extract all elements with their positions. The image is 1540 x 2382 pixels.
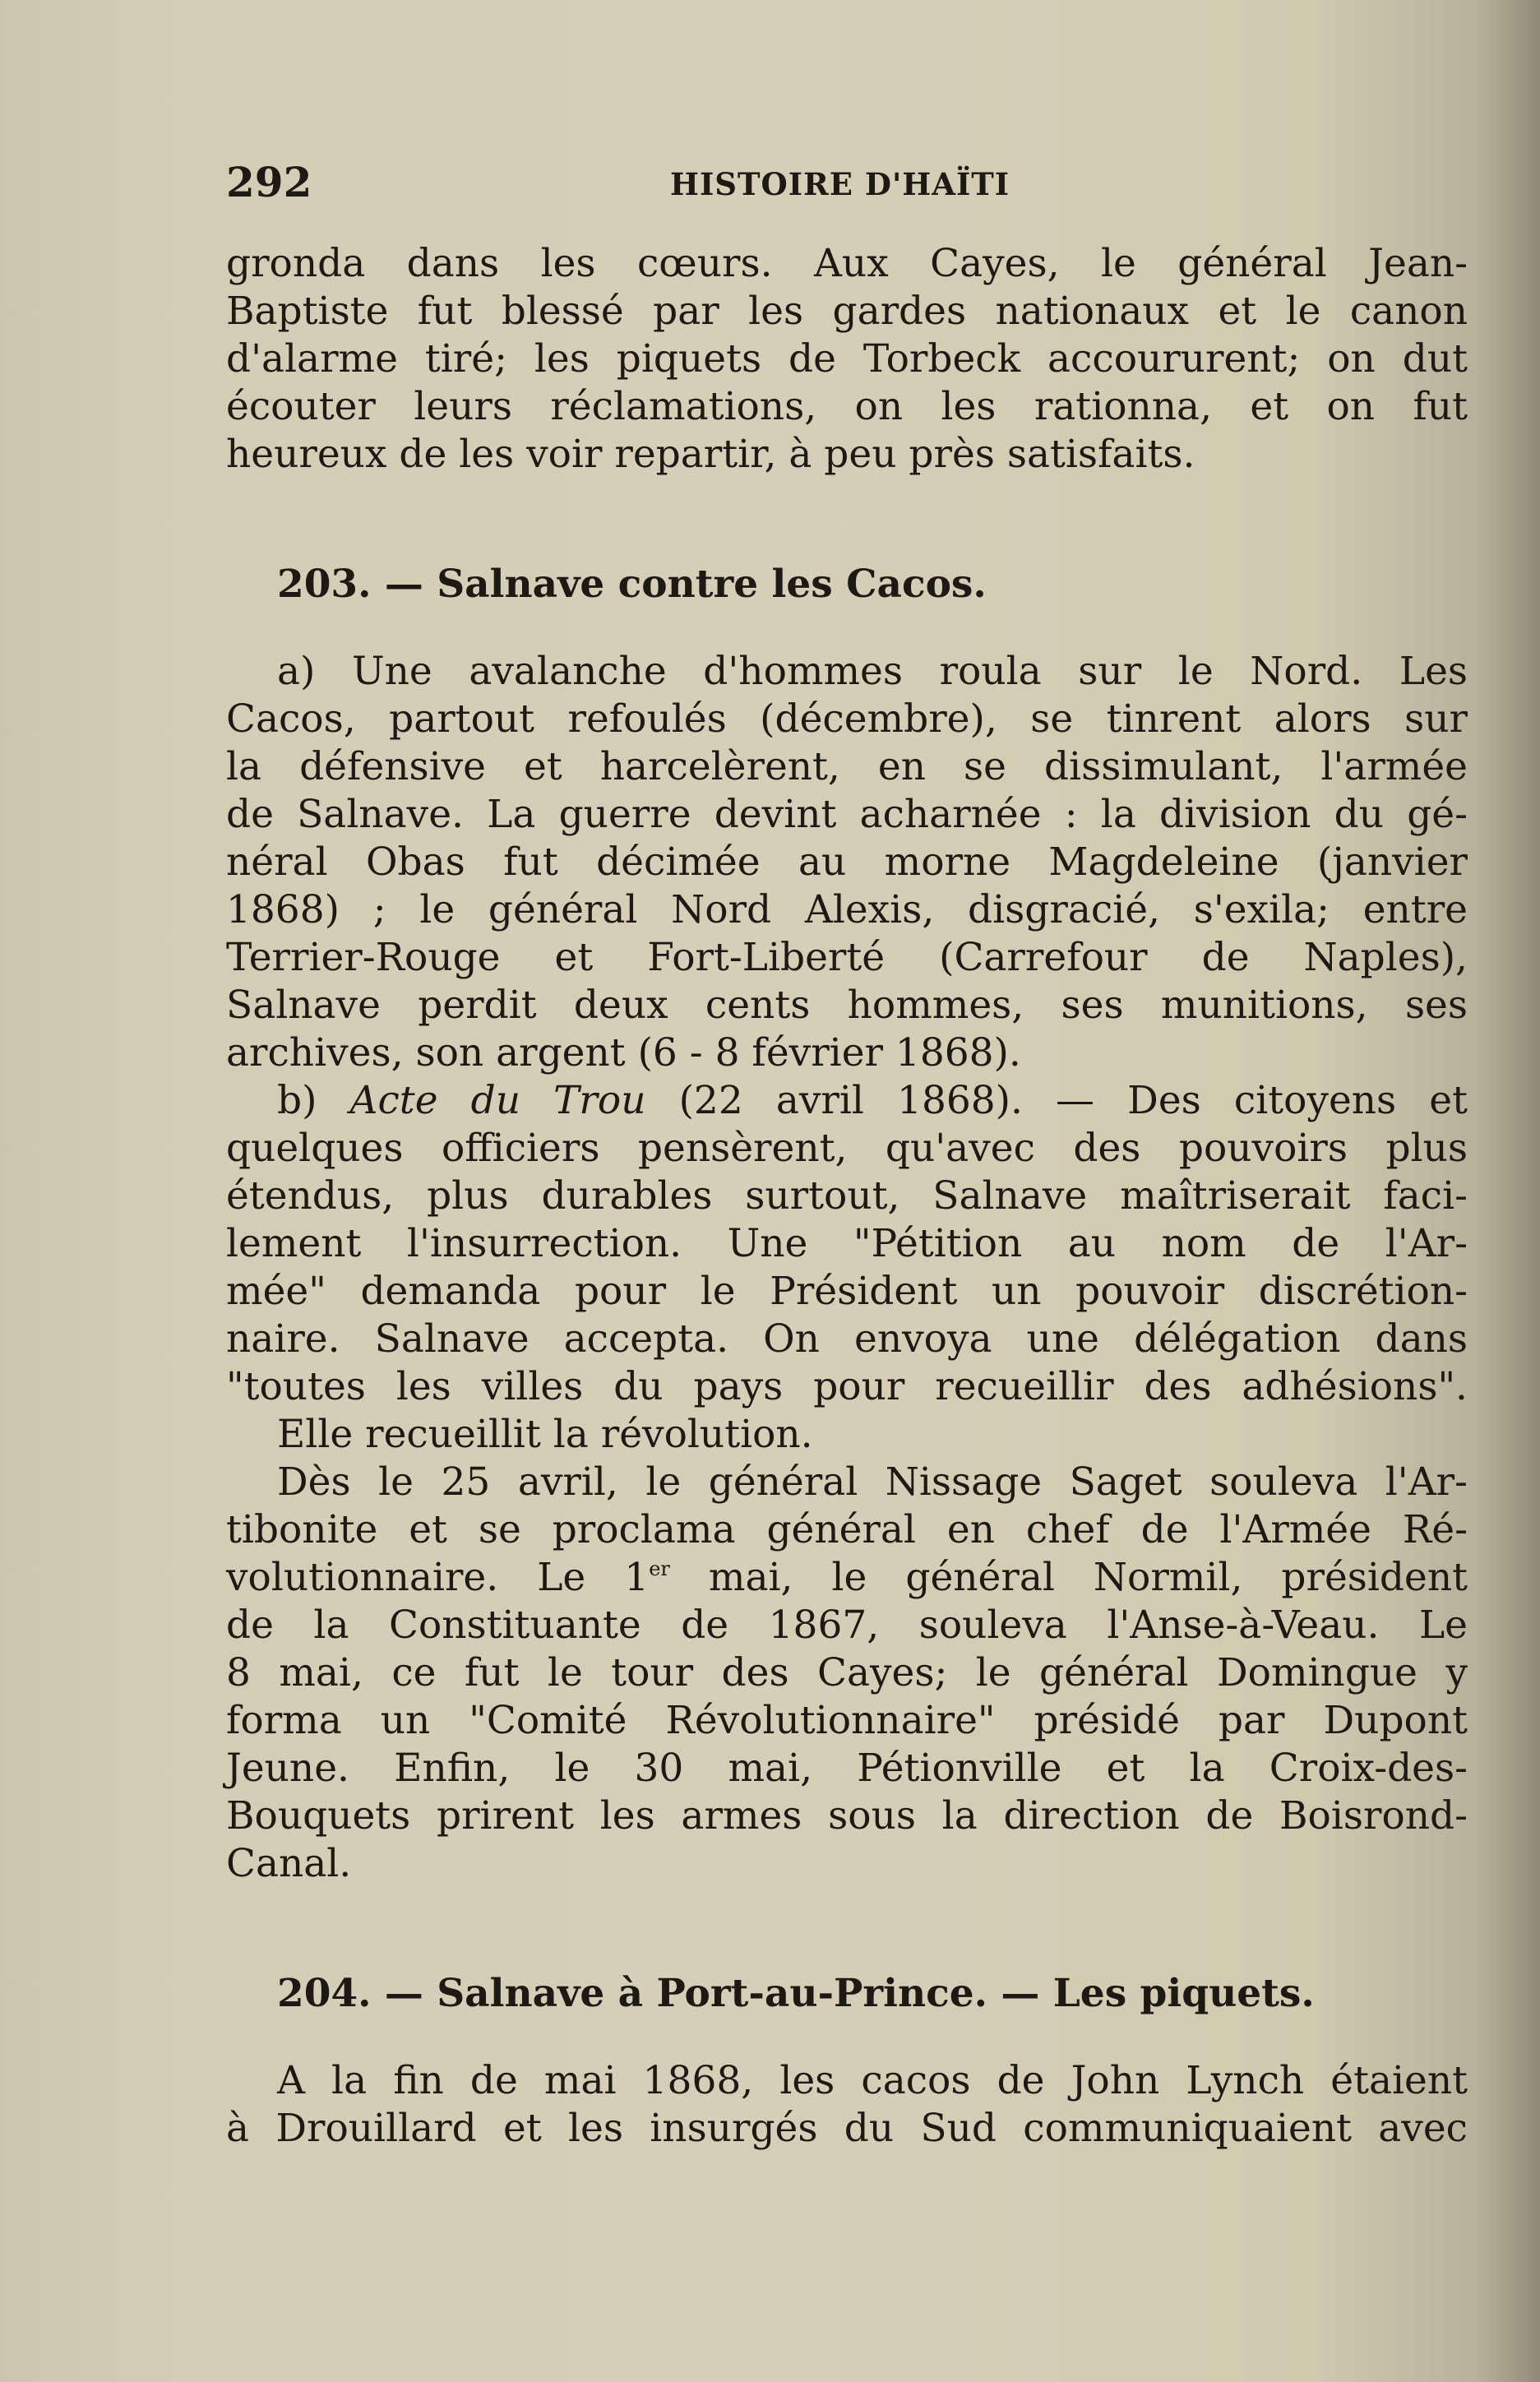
text-line: mée" demanda pour le Président un pouvoir discrétion- xyxy=(226,1269,1468,1314)
text-fragment: mai, le général Normil, président xyxy=(669,1555,1468,1600)
section-204-paragraph xyxy=(226,2057,1468,2153)
text-line: néral Obas fut décimée au morne Magdeleine (janvier xyxy=(226,839,1468,885)
text-line: Bouquets prirent les armes sous la direction de Boisrond- xyxy=(226,1793,1468,1839)
text-line: heureux de les voir repartir, à peu près satisfaits. xyxy=(226,432,1195,477)
running-title: HISTOIRE D'HAÏTI xyxy=(670,166,1010,202)
text-line: quelques officiers pensèrent, qu'avec des pouvoirs plus xyxy=(226,1126,1468,1171)
superscript: er xyxy=(649,1557,670,1580)
text-line: Salnave perdit deux cents hommes, ses munitions, ses xyxy=(226,983,1468,1028)
text-line: Baptiste fut blessé par les gardes nationaux et le canon xyxy=(226,289,1468,334)
text-line: Elle recueillit la révolution. xyxy=(277,1412,813,1457)
text-line: tibonite et se proclama général en chef de l'Armée Ré- xyxy=(226,1507,1468,1552)
text-line: étendus, plus durables surtout, Salnave maîtriserait faci- xyxy=(226,1173,1468,1219)
paragraph-a xyxy=(226,648,1468,1077)
text-line: écouter leurs réclamations, on les rationna, et on fut xyxy=(226,384,1468,429)
page-number: 292 xyxy=(226,158,312,206)
text-line xyxy=(226,1077,1468,1125)
text-line: 8 mai, ce fut le tour des Cayes; le général Domingue y xyxy=(226,1650,1468,1695)
text-line: Dès le 25 avril, le général Nissage Saget souleva l'Ar- xyxy=(277,1459,1468,1505)
text-line: gronda dans les cœurs. Aux Cayes, le général Jean- xyxy=(226,241,1468,286)
text-line xyxy=(226,1554,1468,1602)
text-line: la défensive et harcelèrent, en se dissimulant, l'armée xyxy=(226,744,1468,789)
para-b-label: b) xyxy=(277,1078,317,1123)
section-heading-204: 204. — Salnave à Port-au-Prince. — Les piquets. xyxy=(277,1971,1315,2016)
text-line: a) Une avalanche d'hommes roula sur le Nord. Les xyxy=(277,649,1468,694)
text-line: archives, son argent (6 - 8 février 1868). xyxy=(226,1030,1021,1075)
text-line: de Salnave. La guerre devint acharnée : la division du gé- xyxy=(226,792,1468,837)
acte-du-trou-title: Acte du Trou xyxy=(349,1078,646,1123)
para-b-first-rest: (22 avril 1868). — Des citoyens et xyxy=(678,1078,1468,1123)
text-line: Terrier-Rouge et Fort-Liberté (Carrefour de Naples), xyxy=(226,935,1468,980)
text-line: Cacos, partout refoulés (décembre), se tinrent alors sur xyxy=(226,696,1468,742)
text-line: Jeune. Enfin, le 30 mai, Pétionville et la Croix-des- xyxy=(226,1746,1468,1791)
text-line: naire. Salnave accepta. On envoya une délégation dans xyxy=(226,1316,1468,1362)
text-line: "toutes les villes du pays pour recueillir des adhésions". xyxy=(226,1364,1468,1409)
paragraph-d xyxy=(226,1459,1468,1888)
text-line: forma un "Comité Révolutionnaire" présidé par Dupont xyxy=(226,1698,1468,1743)
text-line: 1868) ; le général Nord Alexis, disgracié, s'exila; entre xyxy=(226,887,1468,932)
text-line: d'alarme tiré; les piquets de Torbeck accoururent; on dut xyxy=(226,336,1468,382)
paragraph-b xyxy=(226,1077,1468,1459)
intro-paragraph xyxy=(226,240,1468,479)
page-header xyxy=(226,148,1468,214)
page-content xyxy=(226,148,1468,2153)
section-heading-203: 203. — Salnave contre les Cacos. xyxy=(277,562,987,607)
text-line: A la fin de mai 1868, les cacos de John Lynch étaient xyxy=(277,2058,1468,2103)
text-fragment: volutionnaire. Le 1 xyxy=(226,1555,650,1600)
text-line: lement l'insurrection. Une "Pétition au nom de l'Ar- xyxy=(226,1221,1468,1266)
text-line: Canal. xyxy=(226,1841,352,1886)
text-line: de la Constituante de 1867, souleva l'Anse-à-Veau. Le xyxy=(226,1603,1468,1648)
text-line: à Drouillard et les insurgés du Sud communiquaient avec xyxy=(226,2106,1468,2151)
